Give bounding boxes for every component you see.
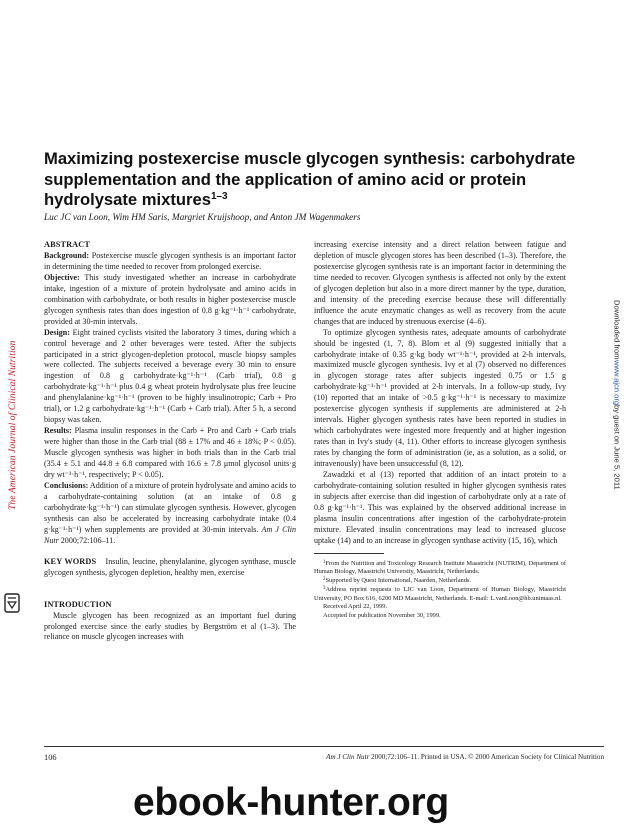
introduction-paragraph-1: Muscle glycogen has been recognized as an important fuel during prolonged exercise since the early studies by Bergström et al (1–3). The reliance on muscle glycogen increases with [44,610,296,642]
journal-citation [326,753,604,761]
article-title [44,149,604,211]
abstract-heading: ABSTRACT [44,240,90,249]
right-column [314,240,566,621]
download-notice [610,300,624,630]
footnote-1 [314,560,566,577]
keywords [44,557,296,579]
title-footnote-marks: 1–3 [210,191,228,202]
design-text: Eight trained cyclists visited the laboratory 3 times, during which a control beverage and 2 other beverages were tested. After the subjects participated in a strict glycogen-depletion protocol, muscle biopsy samples were collected. The subjects received a beverage every 30 min to ensure ingestion of 0.8 g carbohydrate·kg⁻¹·h⁻¹ (Carb trial), 0.8 g carbohydrate·kg⁻¹·h⁻¹ plus 0.4 g wheat protein hydrolysate plus free leucine and phenylalanine·kg⁻¹·h⁻¹ (proven to be highly insulinotropic; Carb + Pro trial), or 1.2 g carbohydrate·kg⁻¹·h⁻¹ (Carb + Carb trial). After 5 h, a second biopsy was taken. [44,327,296,425]
footnote-1-mark: 1 [323,559,326,565]
background-label: Background: [44,250,90,260]
abstract-objective [44,273,296,328]
keywords-text: Insulin, leucine, phenylalanine, glycogen synthase, muscle glycogen synthesis, glycogen depletion, healthy men, exercise [44,556,296,577]
body-paragraph-1: increasing exercise intensity and a direct relation between fatigue and depletion of muscle glycogen stores has been described (1–3). Therefore, the postexercise glycogen synthesis rate is an important factor in determining the time needed to recover. Glycogen synthesis is affected not only by the extent of glycogen depletion but also in a more direct manner by the type, duration, and intensity of the preceding exercise because these will differentially influence the acute enzymatic changes as well as recovery from the acute changes that are induced by strenuous exercise (4–6). [314,240,566,326]
body-paragraph-3: Zawadzki et al (13) reported that addition of an intact protein to a carbohydrate-containing solution resulted in higher glycogen synthesis rates in subjects after exercise than did ingestion of carbohydrate only at a rate of 0.8 g·kg⁻¹·h⁻¹. This was explained by the observed additional increase in plasma insulin concentrations after ingestion of the carbohydrate-protein mixture. Elevated insulin concentrations may lead to increased glucose uptake (14) and to an increase in glycogen synthase activity (15, 16), which [314,470,566,545]
abstract-conclusions [44,481,296,547]
abstract-citation-journal: Am J Clin Nutr [44,524,296,545]
results-label: Results: [44,426,72,436]
journal-logo-icon [4,593,20,613]
left-column [44,240,296,643]
footnote-2-mark: 2 [323,577,326,583]
abstract-design [44,328,296,427]
footer-divider [44,746,604,747]
conclusions-label: Conclusions: [44,480,89,490]
design-label: Design: [44,327,70,337]
footnote-divider [314,553,384,554]
journal-website-link[interactable]: www.ajcn.org [612,359,622,405]
citation-journal-name: Am J Clin Nutr [326,753,370,761]
introduction-heading: INTRODUCTION [44,599,112,609]
abstract-results [44,426,296,481]
citation-details: 2000;72:106–11. Printed in USA. © 2000 American Society for Clinical Nutrition [369,753,604,761]
footnote-3-text: Address reprint requests to LJC van Loon, Department of Human Biology, Maastricht University, PO Box 616, 6200 MD Maastricht, Netherlands. E-mail: L.vanLoon@hb.unimaas.nl. [314,585,566,602]
footnote-1-text: From the Nutrition and Toxicology Research Institute Maastricht (NUTRIM), Department of Human Biology, Maastricht University, Maastricht, Netherlands. [314,559,566,576]
footnote-2-text: Supported by Quest International, Naarden, Netherlands. [325,577,472,585]
download-prefix: Downloaded from [612,300,622,360]
footnote-2 [314,577,566,586]
objective-label: Objective: [44,272,80,282]
received-date: Received April 22, 1999. [323,603,388,611]
accepted-date: Accepted for publication November 30, 1999. [323,611,441,619]
conclusions-text: Addition of a mixture of protein hydrolysate and amino acids to a carbohydrate-containing solution (at an intake of 0.8 g carbohydrate·kg⁻¹·h⁻¹) can stimulate glycogen synthesis. However, glycogen synthesis can also be accelerated by increasing carbohydrate intake (0.4 g·kg⁻¹·h⁻¹) when supplements are provided at 30-min intervals. [44,480,296,534]
download-suffix: by guest on June 5, 2011 [612,404,622,490]
footnote-3 [314,586,566,603]
keywords-label: KEY WORDS [44,556,97,566]
abstract-citation-tail: 2000;72:106–11. [60,535,116,545]
author-list: Luc JC van Loon, Wim HM Saris, Margriet Kruijshoop, and Anton JM Wagenmakers [44,213,361,223]
background-text: Postexercise muscle glycogen synthesis is an important factor in determining the time needed to recover from prolonged exercise. [44,250,296,271]
results-text: Plasma insulin responses in the Carb + Pro and Carb + Carb trials were higher than those in the Carb trial (88 ± 17% and 46 ± 18%; P < 0.05). Muscle glycogen synthesis was higher in both trials than in the Carb trial (35.4 ± 5.1 and 44.8 ± 6.8 compared with 16.6 ± 7.8 μmol glycosol units·g dry wt⁻¹·h⁻¹, respectively; P < 0.05). [44,426,297,480]
watermark-text: ebook-hunter.org [133,781,449,824]
page-number: 106 [44,753,57,762]
abstract-background [44,251,296,273]
objective-text: This study investigated whether an increase in carbohydrate intake, ingestion of a mixture of protein hydrolysate and amino acids in combination with carbohydrate, or both results in higher postexercise muscle glycogen synthesis rates than does ingestion of 0.8 g·kg⁻¹·h⁻¹ carbohydrate, provided at 30-min intervals. [44,272,296,326]
footnote-3-mark: 3 [323,585,326,591]
article-title-text: Maximizing postexercise muscle glycogen synthesis: carbohydrate supplementation and the application of amino acid or protein hydrolysate mixtures [44,149,576,209]
body-paragraph-2: To optimize glycogen synthesis rates, adequate amounts of carbohydrate should be ingested (1, 7, 8). Blom et al (9) suggested initially that a carbohydrate intake of 0.35 g·kg body wt⁻¹·h⁻¹, provided at 2-h intervals, maximized muscle glycogen synthesis. Ivy et al (7) observed no differences in glycogen storage rates after subjects ingested 0.75 or 1.5 g carbohydrate·kg⁻¹·h⁻¹ provided at 2-h intervals. In a follow-up study, Ivy (10) reported that an intake of >0.5 g·kg⁻¹·h⁻¹ is necessary to maximize postexercise glycogen synthesis if supplements are administered at 2-h intervals. Higher glycogen synthesis rates have been reported in studies in which carbohydrates were ingested more frequently and at higher ingestion rates than in Ivy's study (4, 11). Other efforts to increase glycogen synthesis rates by changing the form of administration (ie, as a solution, as a solid, or intravenously) have been unsuccessful (8, 12). [314,327,566,469]
journal-sidebar-title: The American Journal of Clinical Nutrition [8,340,18,510]
